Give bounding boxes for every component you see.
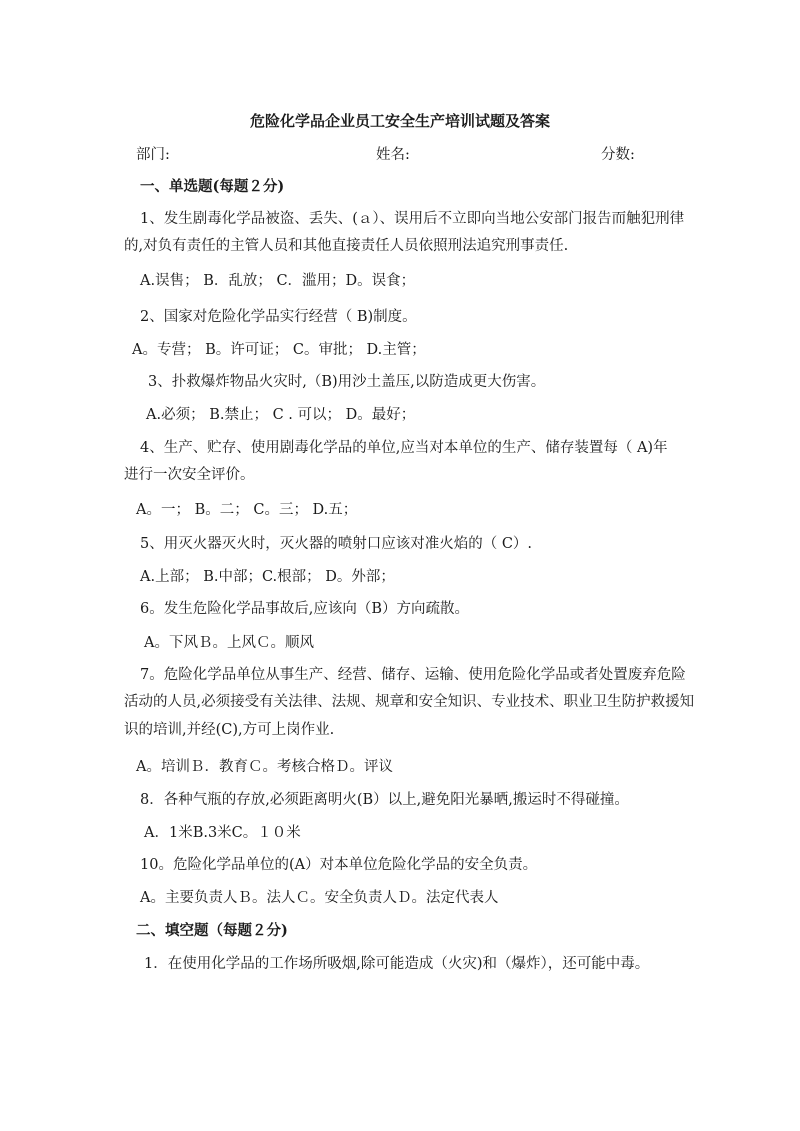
question-5-line-1: 5、用灭火器灭火时，灭火器的喷射口应该对准火焰的（ C）.	[140, 536, 533, 552]
document-title: 危险化学品企业员工安全生产培训试题及答案	[249, 112, 550, 130]
question-7-line-3: 识的培训,并经(C),方可上岗作业.	[124, 722, 335, 738]
section-heading-single-choice: 一、单选题(每题２分)	[140, 178, 285, 195]
question-4-line-2: 进行一次安全评价。	[124, 467, 255, 483]
question-2-line-1: 2、国家对危险化学品实行经营（ B)制度。	[140, 309, 417, 325]
question-7-options: A。培训Ｂ．教育Ｃ。考核合格Ｄ。评议	[136, 759, 393, 775]
question-10-options: A。主要负责人Ｂ。法人Ｃ。安全负责人Ｄ。法定代表人	[140, 890, 499, 906]
question-8-options: A．1米B.3米C。１０米	[144, 825, 301, 841]
department-field-label: 部门:	[136, 147, 170, 163]
section-heading-fill-blank: 二、填空题（每题２分)	[136, 922, 288, 939]
question-4-options: A。一； B。二； C。三； D.五；	[136, 502, 358, 518]
question-2-options: A。专营； B。许可证； C。审批； D.主管；	[132, 342, 426, 358]
question-6-line-1: 6。发生危险化学品事故后,应该向（B）方向疏散。	[140, 601, 469, 617]
question-1-line-2: 的,对负有责任的主管人员和其他直接责任人员依照刑法追究刑事责任.	[124, 238, 569, 254]
name-field-label: 姓名:	[376, 147, 410, 163]
question-3-line-1: 3、扑救爆炸物品火灾时,（B)用沙土盖压,以防造成更大伤害。	[148, 374, 546, 390]
question-5-options: A.上部； B.中部；C.根部； D。外部；	[140, 569, 395, 585]
score-field-label: 分数:	[601, 147, 635, 163]
question-6-options: A。下风Ｂ。上风Ｃ。顺风	[144, 635, 314, 651]
question-10-line-1: 10。危险化学品单位的(A）对本单位危险化学品的安全负责。	[140, 857, 538, 873]
question-1-options: A.误售； B．乱放； C．滥用；D。误食；	[140, 273, 416, 289]
question-3-options: A.必须； B.禁止； C . 可以； D。最好；	[146, 407, 416, 423]
question-7-line-2: 活动的人员,必须接受有关法律、法规、规章和安全知识、专业技术、职业卫生防护救援知	[124, 694, 695, 710]
question-4-line-1: 4、生产、贮存、使用剧毒化学品的单位,应当对本单位的生产、储存装置每（ A)年	[140, 440, 668, 456]
question-7-line-1: 7。危险化学品单位从事生产、经营、储存、运输、使用危险化学品或者处置废弃危险	[140, 667, 686, 683]
fill-question-1: 1．在使用化学品的工作场所吸烟,除可能造成（火灾)和（爆炸），还可能中毒。	[144, 956, 650, 972]
question-1-line-1: 1、发生剧毒化学品被盗、丢失、(ａ）、误用后不立即向当地公安部门报告而触犯刑律	[140, 211, 685, 227]
question-8-line-1: 8．各种气瓶的存放,必须距离明火(B）以上,避免阳光暴晒,搬运时不得碰撞。	[140, 792, 629, 808]
